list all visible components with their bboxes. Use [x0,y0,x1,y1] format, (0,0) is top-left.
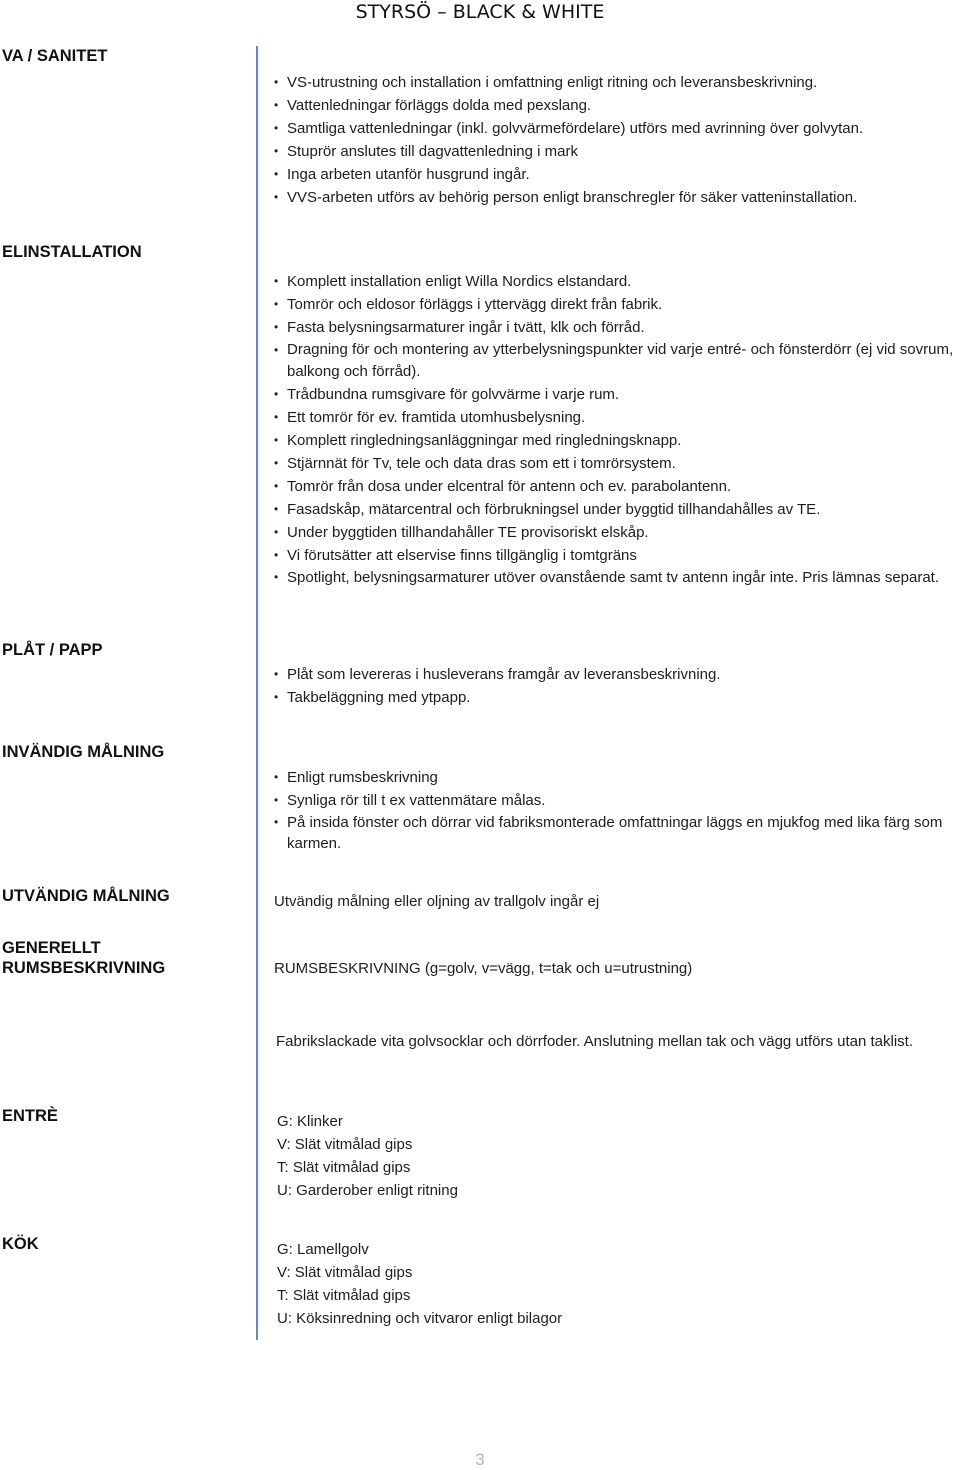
list-item: • VVS-arbeten utförs av behörig person enligt branschregler för säker vatteninstallation. [274,186,960,209]
list-item: • Dragning för och montering av ytterbelysningspunkter vid varje entré- och fönsterdörr (ej vid sovrum, balkong och förråd). [274,339,960,383]
page-title: STYRSÖ – BLACK & WHITE [355,1,605,23]
list-invandig-malning [274,766,960,854]
list-item: • Vi förutsätter att elservise finns tillgänglig i tomtgräns [274,544,960,567]
list-item: • Samtliga vattenledningar (inkl. golvvärmefördelare) utförs med avrinning över golvytan. [274,117,960,140]
list-item: • Spotlight, belysningsarmaturer utöver ovanstående samt tv antenn ingår inte. Pris lämnas separat. [274,567,960,588]
list-item: • Trådbundna rumsgivare för golvvärme i varje rum. [274,383,960,406]
list-item: • Under byggtiden tillhandahåller TE provisoriskt elskåp. [274,521,960,544]
list-item: • Stuprör anslutes till dagvattenledning i mark [274,140,960,163]
list-va-sanitet [274,71,960,209]
list-item: • Takbeläggning med ytpapp. [274,686,960,709]
room-line: V: Slät vitmålad gips [277,1264,413,1281]
list-item: • Tomrör och eldosor förläggs i yttervägg direkt från fabrik. [274,293,960,316]
list-item: • Inga arbeten utanför husgrund ingår. [274,163,960,186]
list-item: • Enligt rumsbeskrivning [274,766,960,789]
list-item: • Vattenledningar förläggs dolda med pexslang. [274,94,960,117]
heading-invandig-malning: INVÄNDIG MÅLNING [2,743,165,761]
text-utvandig-malning: Utvändig målning eller oljning av trallgolv ingår ej [274,893,600,910]
room-line: G: Lamellgolv [277,1241,369,1258]
page-number: 3 [475,1450,485,1469]
room-line: U: Köksinredning och vitvaror enligt bilagor [277,1310,563,1327]
list-item: • Tomrör från dosa under elcentral för antenn och ev. parabolantenn. [274,475,960,498]
heading-plat-papp: PLÅT / PAPP [2,641,103,659]
column-divider [256,46,258,1340]
list-item: • Fasadskåp, mätarcentral och förbrukningsel under byggtid tillhandahålles av TE. [274,498,960,521]
heading-generellt: GENERELLT [2,939,101,957]
room-line: T: Slät vitmålad gips [277,1287,411,1304]
list-item: • Komplett ringledningsanläggningar med ringledningsknapp. [274,429,960,452]
text-generellt-note: Fabrikslackade vita golvsocklar och dörrfoder. Anslutning mellan tak och vägg utförs utan taklist. [276,1033,913,1050]
list-item: • Synliga rör till t ex vattenmätare målas. [274,789,960,812]
room-line: U: Garderober enligt ritning [277,1182,458,1199]
list-item: • På insida fönster och dörrar vid fabriksmonterade omfattningar läggs en mjukfog med lika färg som karmen. [274,812,960,854]
heading-va-sanitet: VA / SANITET [2,47,108,65]
text-rumsbeskrivning: RUMSBESKRIVNING (g=golv, v=vägg, t=tak och u=utrustning) [274,960,693,977]
room-line: G: Klinker [277,1113,343,1130]
heading-utvandig-malning: UTVÄNDIG MÅLNING [2,887,170,905]
room-line: T: Slät vitmålad gips [277,1159,411,1176]
list-plat-papp [274,663,960,709]
room-line: V: Slät vitmålad gips [277,1136,413,1153]
heading-entre: ENTRÈ [2,1107,58,1125]
room-entre [277,1110,960,1202]
list-item: • Ett tomrör för ev. framtida utomhusbelysning. [274,406,960,429]
heading-rumsbeskrivning: RUMSBESKRIVNING [2,959,166,977]
list-item: • Stjärnnät för Tv, tele och data dras som ett i tomrörsystem. [274,452,960,475]
list-item: • Komplett installation enligt Willa Nordics elstandard. [274,270,960,293]
list-item: • VS-utrustning och installation i omfattning enligt ritning och leveransbeskrivning. [274,71,960,94]
list-item: • Plåt som levereras i husleverans framgår av leveransbeskrivning. [274,663,960,686]
room-kok [277,1238,960,1330]
heading-kok: KÖK [2,1235,39,1253]
list-item: • Fasta belysningsarmaturer ingår i tvätt, klk och förråd. [274,316,960,339]
list-elinstallation [274,270,960,588]
heading-elinstallation: ELINSTALLATION [2,243,142,261]
